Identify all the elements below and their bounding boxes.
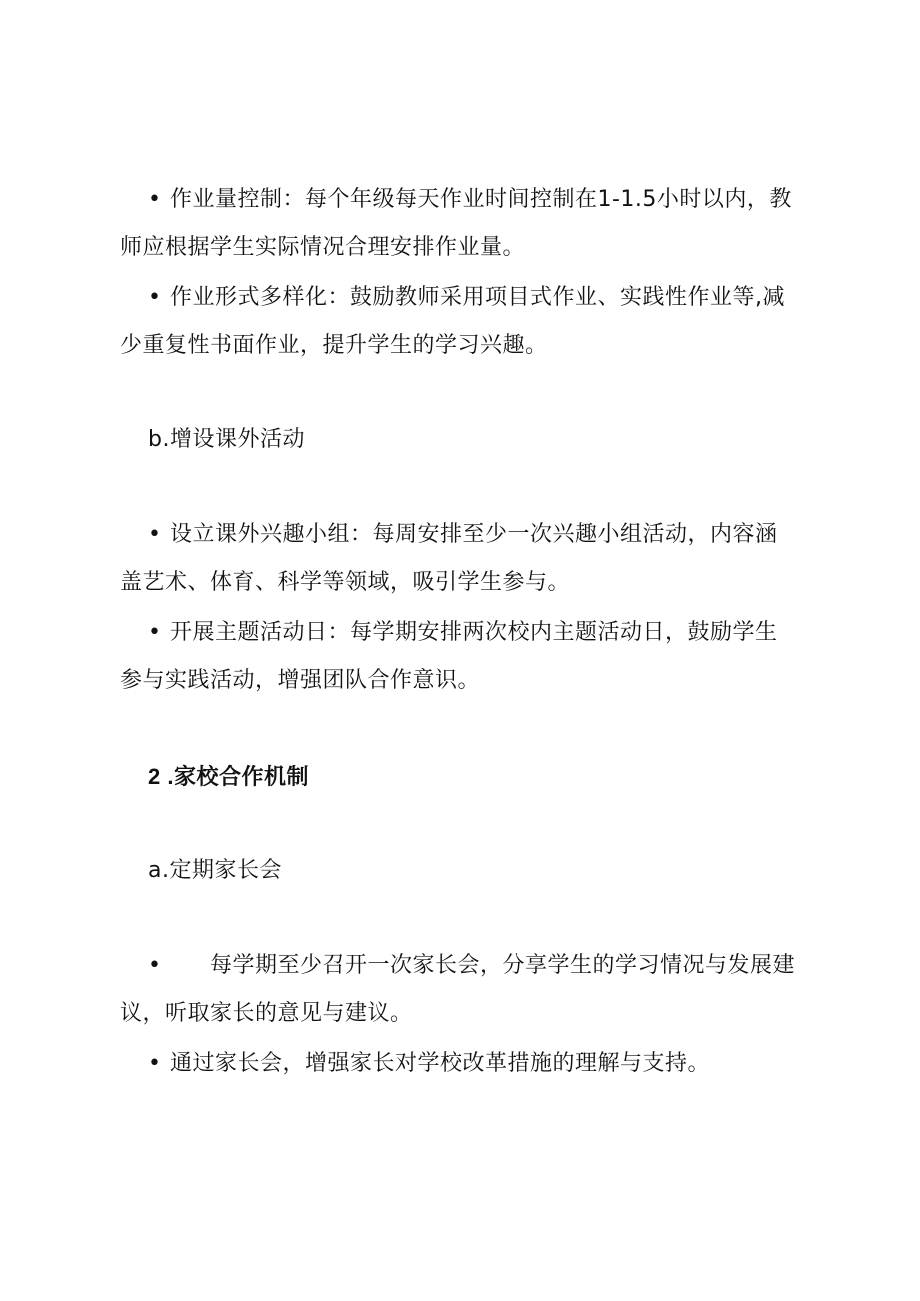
- paragraph-line: [148, 520, 808, 550]
- paragraph-line: [148, 185, 808, 215]
- bullet-mark: •: [148, 285, 162, 310]
- paragraph-text: 开展主题活动日：每学期安排两次校内主题活动日，鼓励学生: [170, 620, 778, 645]
- paragraph-line: [120, 233, 808, 263]
- paragraph-parent-support: [148, 1049, 808, 1079]
- paragraph-homework-control: [120, 185, 808, 263]
- paragraph-text: 作业量控制：每个年级每天作业时间控制在1-1.5小时以内，教: [170, 187, 792, 212]
- paragraph-text: 参与实践活动，增强团队合作意识。: [120, 668, 481, 693]
- paragraph-line: [120, 331, 808, 361]
- paragraph-line: [148, 283, 808, 313]
- paragraph-text: 每学期至少召开一次家长会，分享学生的学习情况与发展建: [210, 953, 796, 978]
- section-heading-home-school: 2 .家校合作机制: [148, 764, 309, 789]
- bullet-mark: •: [148, 1051, 162, 1076]
- paragraph-line: [148, 1049, 808, 1079]
- paragraph-text: 通过家长会，增强家长对学校改革措施的理解与支持。: [170, 1051, 711, 1076]
- paragraph-line: [120, 568, 808, 598]
- paragraph-line: [148, 951, 808, 981]
- paragraph-theme-days: [120, 618, 808, 696]
- bullet-mark: •: [148, 953, 162, 978]
- bullet-mark: •: [148, 187, 162, 212]
- subheading-extracurricular: b.增设课外活动: [148, 427, 305, 452]
- subheading-parent-meetings: a.定期家长会: [148, 858, 282, 883]
- paragraph-text: 师应根据学生实际情况合理安排作业量。: [120, 235, 526, 260]
- paragraph-line: [120, 666, 808, 696]
- paragraph-line: [148, 618, 808, 648]
- bullet-mark: •: [148, 522, 162, 547]
- paragraph-line: [120, 999, 808, 1029]
- paragraph-text: 作业形式多样化：鼓励教师采用项目式作业、实践性作业等,减: [170, 285, 785, 310]
- paragraph-parent-meetings: [120, 951, 808, 1029]
- paragraph-text: 议，听取家长的意见与建议。: [120, 1001, 413, 1026]
- bullet-mark: •: [148, 620, 162, 645]
- paragraph-homework-forms: [120, 283, 808, 361]
- paragraph-text: 盖艺术、体育、科学等领域，吸引学生参与。: [120, 570, 571, 595]
- paragraph-text: 设立课外兴趣小组：每周安排至少一次兴趣小组活动，内容涵: [170, 522, 778, 547]
- paragraph-interest-groups: [120, 520, 808, 598]
- paragraph-text: 少重复性书面作业，提升学生的学习兴趣。: [120, 333, 548, 358]
